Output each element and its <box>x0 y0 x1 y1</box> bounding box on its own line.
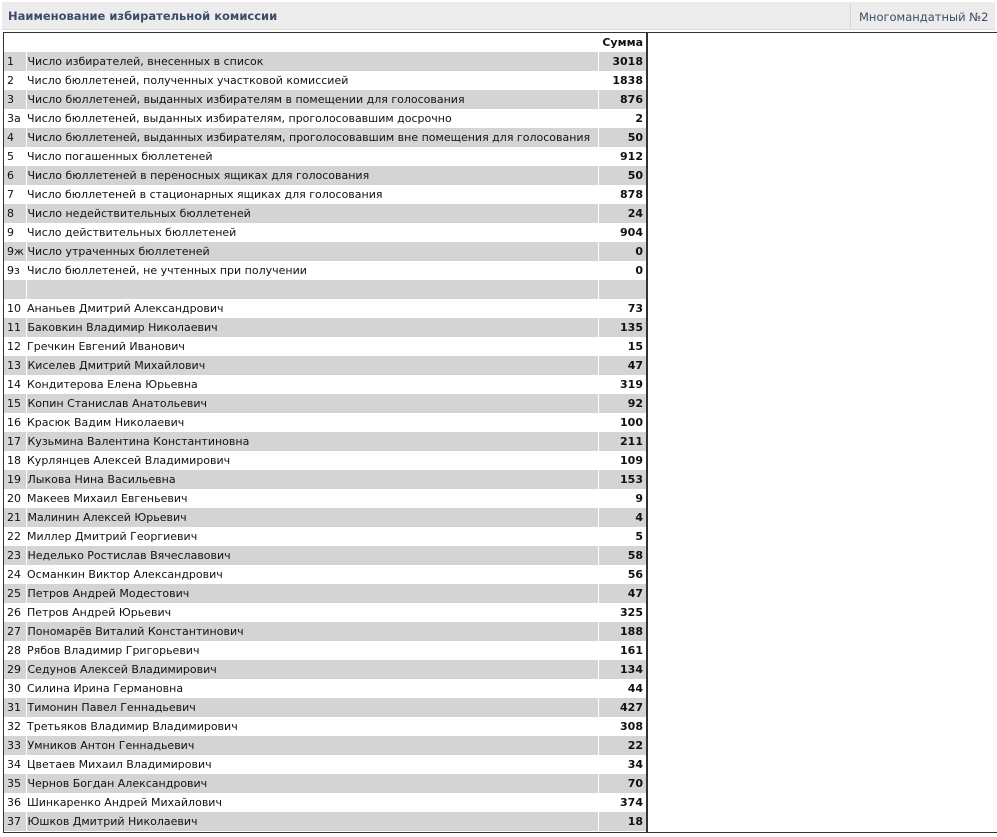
row-name: Силина Ирина Германовна <box>27 682 184 695</box>
table-row <box>4 546 646 565</box>
row-number: 34 <box>7 758 21 771</box>
row-name: Седунов Алексей Владимирович <box>26 660 598 679</box>
row-number: 36 <box>7 796 21 809</box>
row-number: 18 <box>7 454 21 467</box>
table-row <box>4 508 646 527</box>
row-name: Рябов Владимир Григорьевич <box>27 644 200 657</box>
row-name: Ананьев Дмитрий Александрович <box>27 302 224 315</box>
table-row <box>4 736 646 755</box>
table-row <box>4 432 646 451</box>
row-number: 31 <box>4 698 26 717</box>
row-name: Число бюллетеней, не учтенных при получении <box>27 264 307 277</box>
row-name: Число бюллетеней, выданных избирателям, проголосовавшим досрочно <box>27 112 452 125</box>
row-value: 374 <box>598 793 646 812</box>
results-table <box>4 33 646 831</box>
row-number: 13 <box>4 356 26 375</box>
row-value: 1838 <box>598 71 646 90</box>
row-value: 70 <box>598 774 646 793</box>
table-header-row <box>4 33 646 52</box>
row-number: 32 <box>7 720 21 733</box>
row-name: Неделько Ростислав Вячеславович <box>26 546 598 565</box>
table-row <box>4 698 646 717</box>
row-value: 211 <box>598 432 646 451</box>
name-header-cell <box>26 33 598 52</box>
row-number: 29 <box>4 660 26 679</box>
row-name: Число бюллетеней в стационарных ящиках для голосования <box>27 188 383 201</box>
row-value: 427 <box>598 698 646 717</box>
table-row <box>4 337 646 356</box>
row-number: 23 <box>4 546 26 565</box>
sum-header: Сумма <box>602 36 643 49</box>
district-cell <box>850 4 996 28</box>
row-number: 25 <box>4 584 26 603</box>
table-row <box>4 489 646 508</box>
row-value: 2 <box>598 109 646 128</box>
row-value: 4 <box>598 508 646 527</box>
row-value: 92 <box>598 394 646 413</box>
row-number: 5 <box>7 150 14 163</box>
row-value: 18 <box>598 812 646 831</box>
row-number: 8 <box>4 204 26 223</box>
table-row <box>4 128 646 147</box>
row-value: 161 <box>598 641 646 660</box>
commission-name-label: Наименование избирательной комиссии <box>8 9 278 23</box>
row-value: 34 <box>598 755 646 774</box>
table-row <box>4 375 646 394</box>
row-value: 153 <box>598 470 646 489</box>
row-name: Петров Андрей Юрьевич <box>27 606 172 619</box>
row-value: 73 <box>598 299 646 318</box>
row-value: 0 <box>598 242 646 261</box>
row-name: Число бюллетеней, выданных избирателям, проголосовавшим вне помещения для голосования <box>26 128 598 147</box>
row-value: 9 <box>598 489 646 508</box>
row-number: 21 <box>4 508 26 527</box>
row-name: Чернов Богдан Александрович <box>26 774 598 793</box>
row-name: Число бюллетеней в переносных ящиках для голосования <box>26 166 598 185</box>
row-number: 30 <box>7 682 21 695</box>
table-row <box>4 204 646 223</box>
table-row <box>4 584 646 603</box>
row-value: 319 <box>598 375 646 394</box>
row-value: 24 <box>598 204 646 223</box>
table-row <box>4 166 646 185</box>
row-value: 56 <box>598 565 646 584</box>
row-number: 4 <box>4 128 26 147</box>
row-name: Пономарёв Виталий Константинович <box>26 622 598 641</box>
row-number: 11 <box>4 318 26 337</box>
row-number: 10 <box>7 302 21 315</box>
row-name: Цветаев Михаил Владимирович <box>27 758 212 771</box>
row-name: Кондитерова Елена Юрьевна <box>27 378 198 391</box>
row-value: 308 <box>598 717 646 736</box>
row-value: 904 <box>598 223 646 242</box>
table-row <box>4 394 646 413</box>
table-row <box>4 717 646 736</box>
table-row <box>4 527 646 546</box>
row-value: 5 <box>598 527 646 546</box>
row-value: 912 <box>598 147 646 166</box>
row-value: 876 <box>598 90 646 109</box>
empty-side-panel <box>647 32 997 833</box>
table-row <box>4 109 646 128</box>
row-value: 15 <box>598 337 646 356</box>
row-value: 50 <box>598 166 646 185</box>
row-name: Османкин Виктор Александрович <box>27 568 223 581</box>
table-row <box>4 71 646 90</box>
row-value: 188 <box>598 622 646 641</box>
row-number: 3 <box>4 90 26 109</box>
table-row <box>4 413 646 432</box>
results-table-frame <box>3 32 647 833</box>
table-row <box>4 223 646 242</box>
row-name: Малинин Алексей Юрьевич <box>26 508 598 527</box>
row-name: Баковкин Владимир Николаевич <box>26 318 598 337</box>
row-value: 58 <box>598 546 646 565</box>
row-name: Число утраченных бюллетеней <box>26 242 598 261</box>
table-row <box>4 679 646 698</box>
row-value: 3018 <box>598 52 646 71</box>
row-name: Число бюллетеней, полученных участковой комиссией <box>27 74 349 87</box>
row-number: 28 <box>7 644 21 657</box>
row-value: 47 <box>598 584 646 603</box>
row-number: 2 <box>7 74 14 87</box>
row-number: 15 <box>4 394 26 413</box>
row-name: Курлянцев Алексей Владимирович <box>27 454 231 467</box>
row-name: Миллер Дмитрий Георгиевич <box>27 530 198 543</box>
table-row <box>4 641 646 660</box>
row-number: 19 <box>4 470 26 489</box>
table-row <box>4 451 646 470</box>
table-row <box>4 755 646 774</box>
report-header <box>2 2 995 30</box>
row-number: 3а <box>7 112 21 125</box>
row-value: 0 <box>598 261 646 280</box>
row-number: 1 <box>4 52 26 71</box>
row-number: 22 <box>7 530 21 543</box>
row-number: 24 <box>7 568 21 581</box>
row-value: 47 <box>598 356 646 375</box>
row-value: 109 <box>598 451 646 470</box>
table-row <box>4 793 646 812</box>
row-name: Юшков Дмитрий Николаевич <box>26 812 598 831</box>
table-row <box>4 812 646 831</box>
row-value <box>598 280 646 299</box>
row-number: 27 <box>4 622 26 641</box>
table-row <box>4 622 646 641</box>
row-number: 26 <box>7 606 21 619</box>
table-row <box>4 318 646 337</box>
table-row <box>4 147 646 166</box>
row-name: Шинкаренко Андрей Михайлович <box>27 796 222 809</box>
table-row <box>4 660 646 679</box>
row-value: 134 <box>598 660 646 679</box>
row-number: 7 <box>7 188 14 201</box>
row-number <box>4 280 26 299</box>
row-number: 37 <box>4 812 26 831</box>
row-name: Лыкова Нина Васильевна <box>26 470 598 489</box>
row-name: Число действительных бюллетеней <box>27 226 237 239</box>
row-number: 17 <box>4 432 26 451</box>
district-label: Многомандатный №2 <box>859 10 989 24</box>
table-row <box>4 242 646 261</box>
table-row <box>4 774 646 793</box>
table-row <box>4 470 646 489</box>
row-name: Киселев Дмитрий Михайлович <box>26 356 598 375</box>
row-value: 135 <box>598 318 646 337</box>
row-name: Гречкин Евгений Иванович <box>27 340 185 353</box>
row-name: Число погашенных бюллетеней <box>27 150 213 163</box>
row-name: Число недействительных бюллетеней <box>26 204 598 223</box>
row-value: 50 <box>598 128 646 147</box>
table-row <box>4 52 646 71</box>
row-name: Тимонин Павел Геннадьевич <box>26 698 598 717</box>
table-row <box>4 280 646 299</box>
row-value: 44 <box>598 679 646 698</box>
row-number: 35 <box>4 774 26 793</box>
row-name: Третьяков Владимир Владимирович <box>27 720 238 733</box>
row-name: Красюк Вадим Николаевич <box>27 416 185 429</box>
row-number: 9ж <box>4 242 26 261</box>
table-row <box>4 603 646 622</box>
row-value: 100 <box>598 413 646 432</box>
row-value: 878 <box>598 185 646 204</box>
row-name: Число бюллетеней, выданных избирателям в помещении для голосования <box>26 90 598 109</box>
row-number: 14 <box>7 378 21 391</box>
row-number: 12 <box>7 340 21 353</box>
num-header-cell <box>4 33 26 52</box>
row-number: 6 <box>4 166 26 185</box>
row-value: 22 <box>598 736 646 755</box>
row-number: 33 <box>4 736 26 755</box>
row-name: Петров Андрей Модестович <box>26 584 598 603</box>
table-row <box>4 356 646 375</box>
row-name: Умников Антон Геннадьевич <box>26 736 598 755</box>
row-name: Копин Станислав Анатольевич <box>26 394 598 413</box>
table-row <box>4 565 646 584</box>
table-row <box>4 261 646 280</box>
row-number: 20 <box>7 492 21 505</box>
row-number: 9 <box>7 226 14 239</box>
row-number: 9з <box>7 264 20 277</box>
row-name <box>26 280 598 299</box>
row-value: 325 <box>598 603 646 622</box>
row-name: Число избирателей, внесенных в список <box>26 52 598 71</box>
table-row <box>4 90 646 109</box>
row-number: 16 <box>7 416 21 429</box>
row-name: Кузьмина Валентина Константиновна <box>26 432 598 451</box>
row-name: Макеев Михаил Евгеньевич <box>27 492 188 505</box>
table-row <box>4 185 646 204</box>
table-row <box>4 299 646 318</box>
